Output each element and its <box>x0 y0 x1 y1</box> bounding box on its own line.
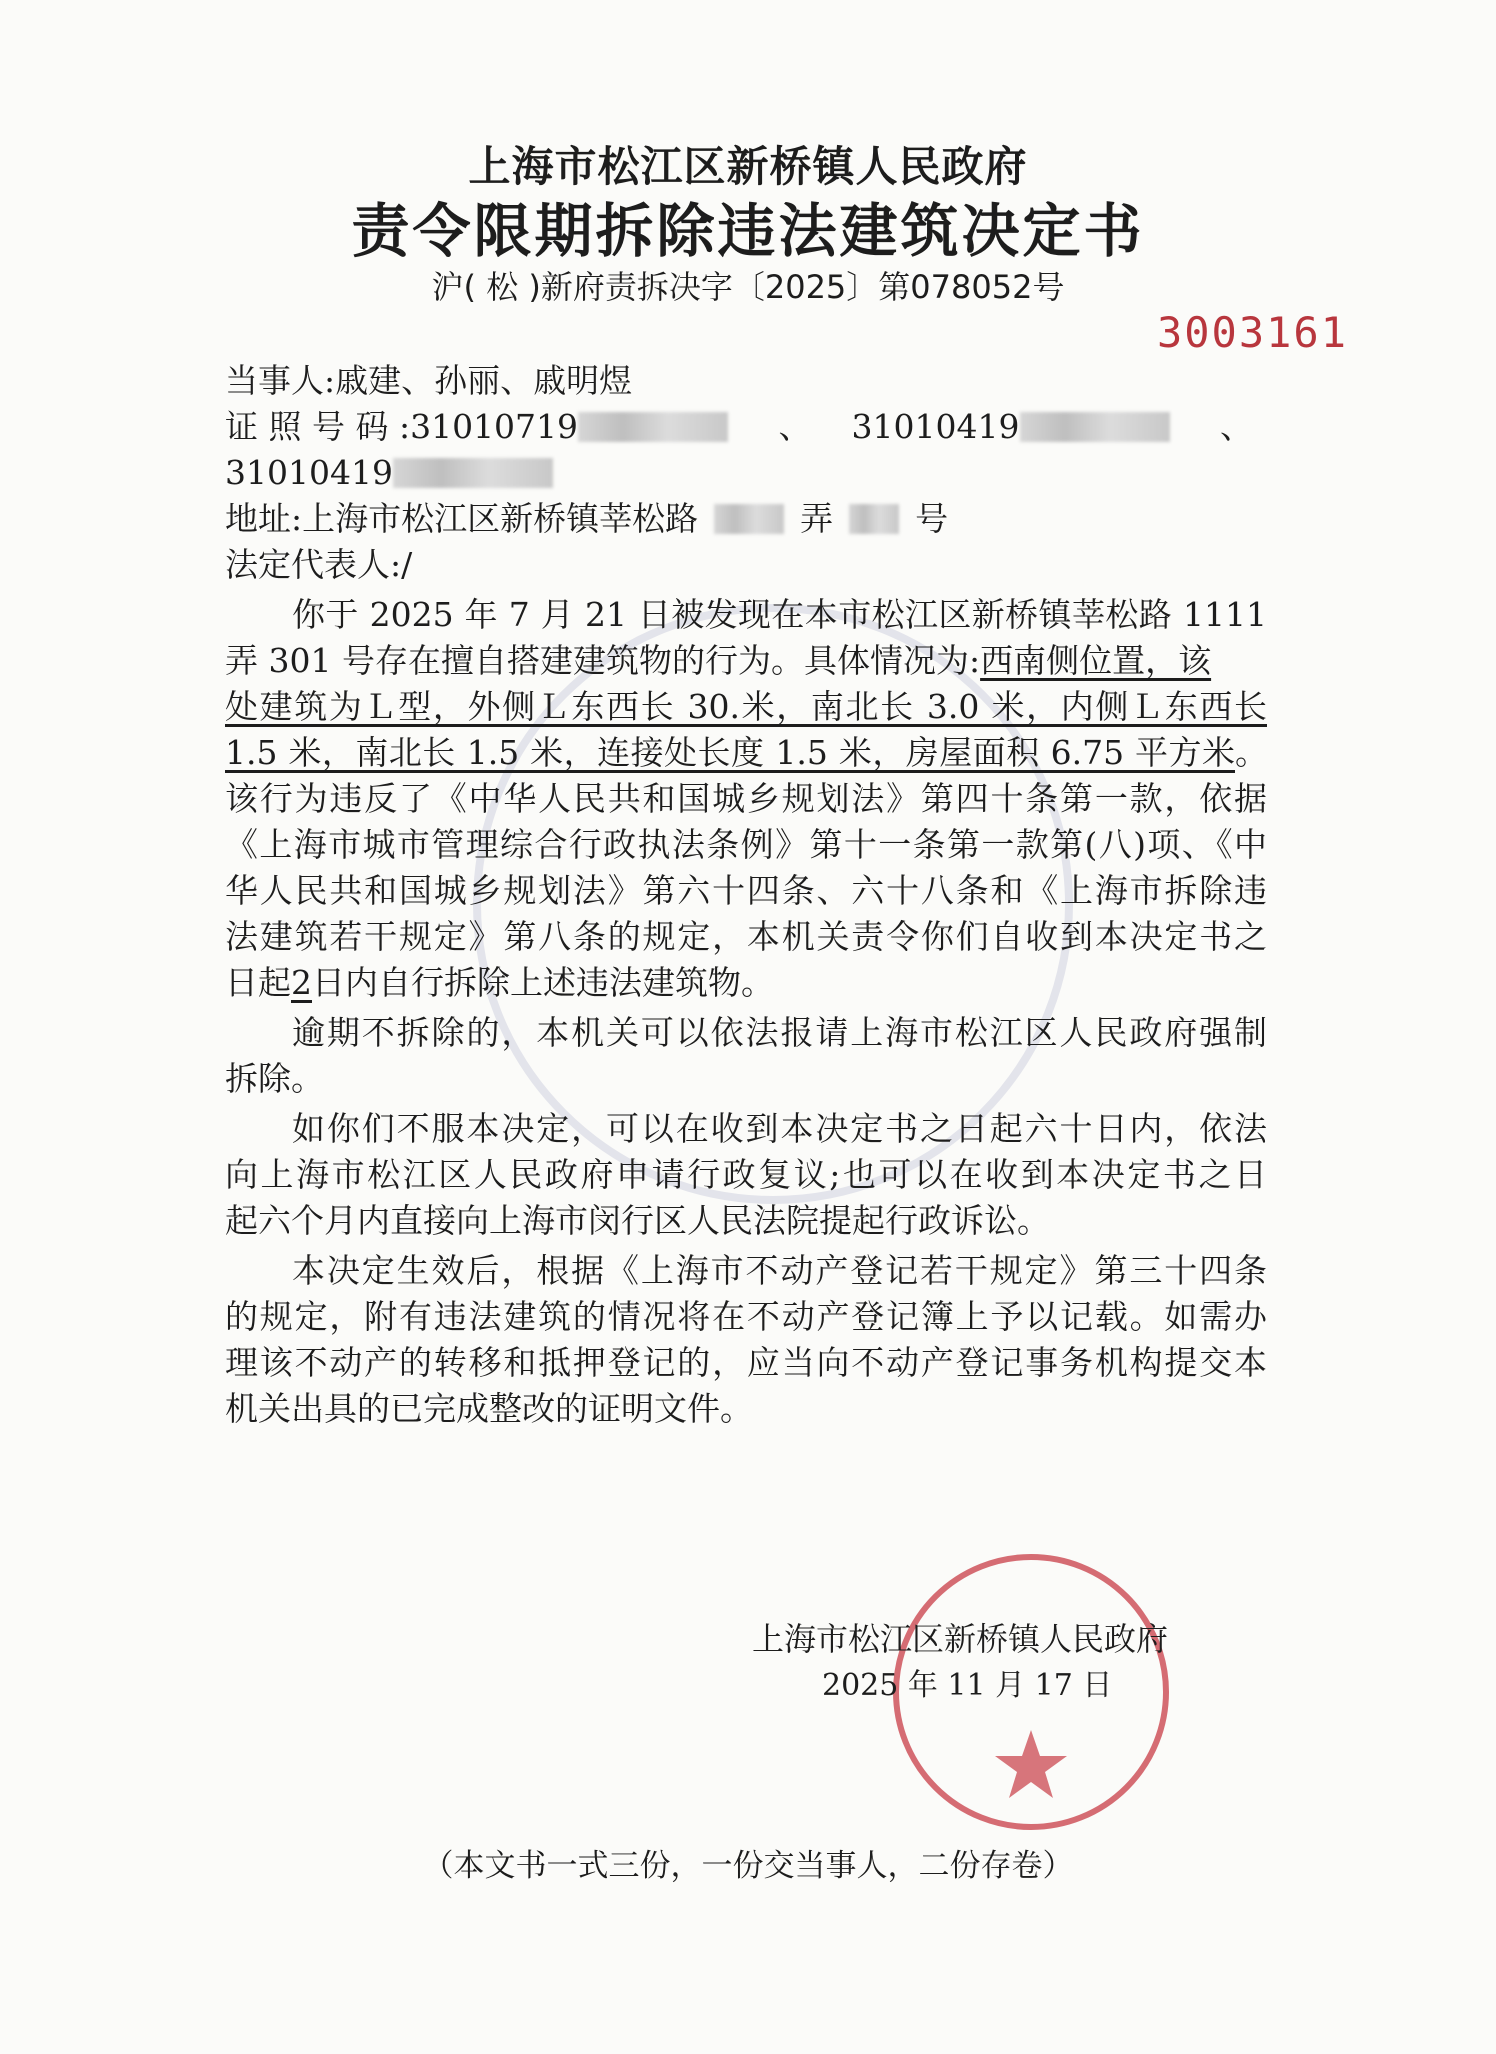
body-line: 如你们不服本决定，可以在收到本决定书之日起六十日内，依法 <box>292 1109 1267 1148</box>
text: 日起 <box>225 963 291 1002</box>
document-title: 责令限期拆除违法建筑决定书 <box>351 197 1145 265</box>
body-line: 拆除。 <box>225 1059 324 1098</box>
body-line: 逾期不拆除的，本机关可以依法报请上海市松江区人民政府强制 <box>292 1013 1267 1052</box>
document-number: 沪( 松 )新府责拆决字〔2025〕第078052号 <box>431 268 1065 306</box>
body-line: 法建筑若干规定》第八条的规定，本机关责令你们自收到本决定书之 <box>225 917 1267 956</box>
star-icon <box>995 1730 1067 1798</box>
id-number-3: 31010419 <box>225 453 393 492</box>
body-line: 向上海市松江区人民政府申请行政复议;也可以在收到本决定书之日 <box>225 1155 1267 1194</box>
id-line-2 <box>225 450 1267 496</box>
body-line <box>225 638 1267 684</box>
text: 弄 301 号存在擅自搭建建筑物的行为。具体情况为: <box>225 641 981 680</box>
party-line: 当事人:戚建、孙丽、戚明煜 <box>225 361 633 400</box>
body-line: 本决定生效后，根据《上海市不动产登记若干规定》第三十四条 <box>292 1251 1267 1290</box>
text: 。 <box>1235 733 1268 772</box>
body-line: 你于 2025 年 7 月 21 日被发现在本市松江区新桥镇莘松路 1111 <box>292 595 1267 634</box>
address-line <box>225 496 1267 542</box>
id-label: 证 照 号 码 : <box>225 407 411 446</box>
underlined-text: 1.5 米，南北长 1.5 米，连接处长度 1.5 米，房屋面积 6.75 平方米 <box>225 733 1235 772</box>
body-line: 起六个月内直接向上海市闵行区人民法院提起行政诉讼。 <box>225 1201 1050 1240</box>
deadline-days: 2 <box>291 963 312 1002</box>
id-line <box>225 404 1267 450</box>
body-line: 的规定，附有违法建筑的情况将在不动产登记簿上予以记载。如需办 <box>225 1297 1267 1336</box>
body-line: 机关出具的已完成整改的证明文件。 <box>225 1389 753 1428</box>
address: 地址:上海市松江区新桥镇莘松路 <box>225 499 699 538</box>
redaction <box>714 504 784 534</box>
redaction <box>849 504 899 534</box>
body-line: 《上海市城市管理综合行政执法条例》第十一条第一款第(八)项、《中 <box>225 825 1267 864</box>
body-line: 处建筑为Ｌ型，外侧Ｌ东西长 30.米，南北长 3.0 米，内侧Ｌ东西长 <box>225 687 1267 726</box>
body-line: 该行为违反了《中华人民共和国城乡规划法》第四十条第一款，依据 <box>225 779 1267 818</box>
body-line <box>225 730 1267 776</box>
address-lane: 弄 <box>800 499 834 538</box>
redaction <box>393 458 553 488</box>
redaction <box>578 412 728 442</box>
signature-issuer: 上海市松江区新桥镇人民政府 <box>752 1620 1169 1658</box>
serial-number: 3003161 <box>1156 308 1348 357</box>
separator: 、 <box>778 407 812 446</box>
issuer-heading: 上海市松江区新桥镇人民政府 <box>468 142 1028 191</box>
body-line: 华人民共和国城乡规划法》第六十四条、六十八条和《上海市拆除违 <box>225 871 1267 910</box>
text: 日内自行拆除上述违法建筑物。 <box>312 963 774 1002</box>
id-number-1: 31010719 <box>410 407 579 446</box>
legal-rep-line: 法定代表人:/ <box>225 545 413 584</box>
body-line: 理该不动产的转移和抵押登记的，应当向不动产登记事务机构提交本 <box>225 1343 1267 1382</box>
separator: 、 <box>1220 407 1254 446</box>
address-no: 号 <box>915 499 949 538</box>
signature-date: 2025 年 11 月 17 日 <box>822 1668 1113 1703</box>
footer-note: （本文书一式三份，一份交当事人，二份存卷） <box>422 1848 1074 1884</box>
id-number-2: 31010419 <box>851 407 1020 446</box>
body-line <box>225 960 1267 1006</box>
underlined-text: 西南侧位置，该 <box>980 641 1212 680</box>
redaction <box>1020 412 1170 442</box>
